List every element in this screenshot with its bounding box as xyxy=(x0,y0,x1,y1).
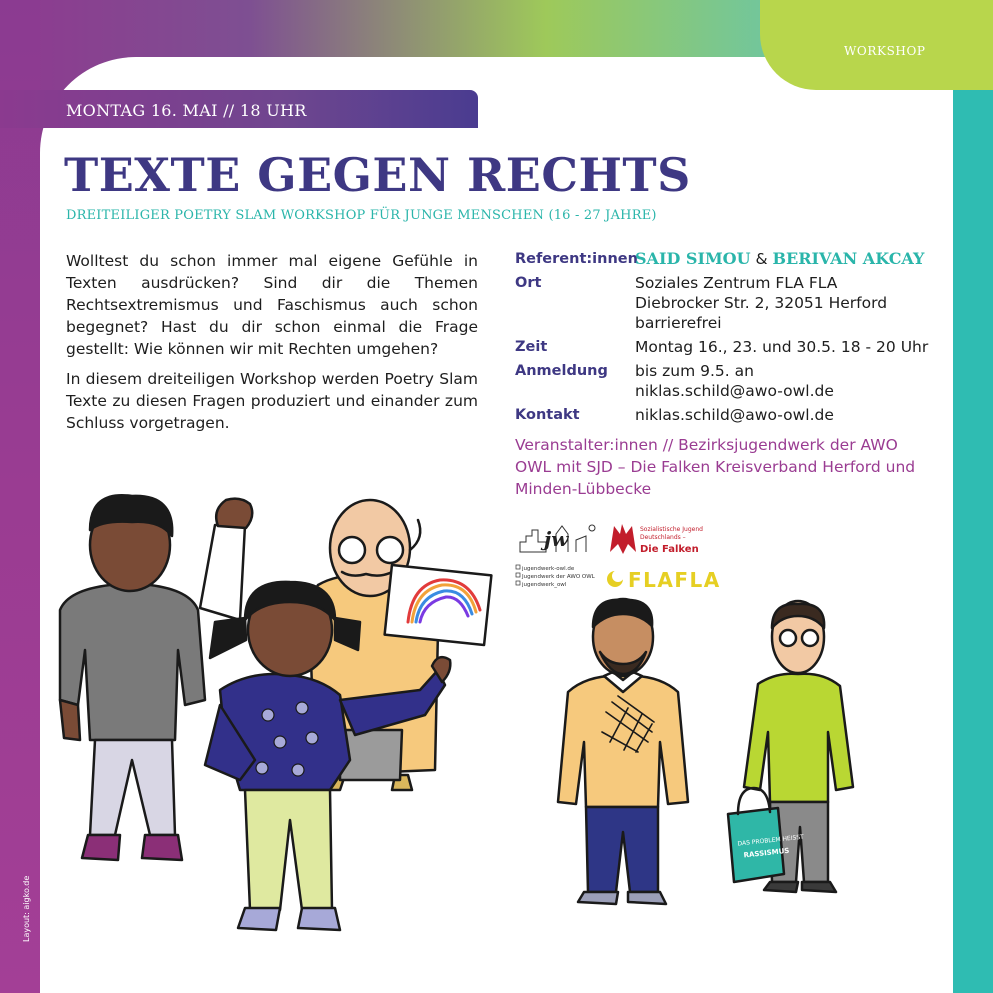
falken-line-2: Deutschlands – xyxy=(640,534,686,541)
event-date: MONTAG 16. MAI // 18 UHR xyxy=(66,101,307,120)
registration-label: Anmeldung xyxy=(515,363,608,379)
registration-line-1: bis zum 9.5. an xyxy=(635,362,754,380)
bag-text-1: DAS PROBLEM HEISST xyxy=(737,833,805,848)
organizers: Veranstalter:innen // Bezirksjugendwerk der AWO OWL mit SJD – Die Falken Kreisverband Herford und Minden-Lübbecke xyxy=(515,436,916,498)
description-paragraph-2: In diesem dreiteiligen Workshop werden Poetry Slam Texte zu diesen Fragen produziert und einander zum Schluss vorgetragen. xyxy=(66,370,478,432)
left-purple-band xyxy=(0,0,40,993)
flafla-logo xyxy=(604,565,724,593)
info-row-contact xyxy=(515,405,945,425)
info-row-time xyxy=(515,337,945,357)
place-line-1: Soziales Zentrum FLA FLA xyxy=(635,274,838,292)
speaker-separator: & xyxy=(755,250,768,268)
illustration-group-right xyxy=(548,592,868,922)
time-value: Montag 16., 23. und 30.5. 18 - 20 Uhr xyxy=(635,338,929,356)
place-line-2: Diebrocker Str. 2, 32051 Herford xyxy=(635,294,888,312)
speaker-1: SAID SIMOU xyxy=(635,249,751,268)
svg-text:jw: jw xyxy=(544,527,569,551)
jugendwerk-logo xyxy=(516,516,600,596)
registration-value xyxy=(635,361,834,401)
contact-label: Kontakt xyxy=(515,407,580,423)
jugendwerk-line-3: jugendwerk_owl xyxy=(522,582,567,588)
time-label: Zeit xyxy=(515,339,548,355)
description xyxy=(66,250,478,442)
speakers-value xyxy=(635,249,924,269)
speakers-label: Referent:innen xyxy=(515,251,638,267)
event-title: TEXTE GEGEN RECHTS xyxy=(64,148,691,202)
contact-email[interactable]: niklas.schild@awo-owl.de xyxy=(635,406,834,424)
info-row-place xyxy=(515,273,945,333)
description-paragraph-1: Wolltest du schon immer mal eigene Gefühle in Texten ausdrücken? Sind dir die Themen Rechtsextremismus und Faschismus auch schon begegnet? Hast du dir schon einmal die Frage gestellt: Wie können wir mit Rechten umgehen? xyxy=(66,252,478,358)
jugendwerk-line-1: jugendwerk-owl.de xyxy=(522,566,575,572)
event-info xyxy=(515,249,945,429)
info-row-speakers xyxy=(515,249,945,269)
flafla-name: FLAFLA xyxy=(628,568,721,592)
bag-text-2: RASSISMUS xyxy=(743,846,790,860)
category-tab-label: WORKSHOP xyxy=(844,44,926,58)
falken-line-1: Sozialistische Jugend xyxy=(640,526,703,533)
right-teal-band xyxy=(953,0,993,993)
info-row-registration xyxy=(515,361,945,401)
registration-email[interactable]: niklas.schild@awo-owl.de xyxy=(635,382,834,400)
illustration-group-left xyxy=(40,490,510,970)
jugendwerk-line-2: Jugendwerk der AWO OWL xyxy=(522,574,595,580)
place-label: Ort xyxy=(515,275,542,291)
falken-logo xyxy=(608,522,718,558)
layout-credit: Layout: aigko.de xyxy=(22,875,31,942)
falken-bird-icon xyxy=(610,524,636,554)
speaker-2: BERIVAN AKCAY xyxy=(772,249,925,268)
falken-name: Die Falken xyxy=(640,544,699,555)
event-subtitle: DREITEILIGER POETRY SLAM WORKSHOP FÜR JUNGE MENSCHEN (16 - 27 JAHRE) xyxy=(66,208,657,223)
place-line-3: barrierefrei xyxy=(635,314,722,332)
place-value xyxy=(635,273,887,333)
